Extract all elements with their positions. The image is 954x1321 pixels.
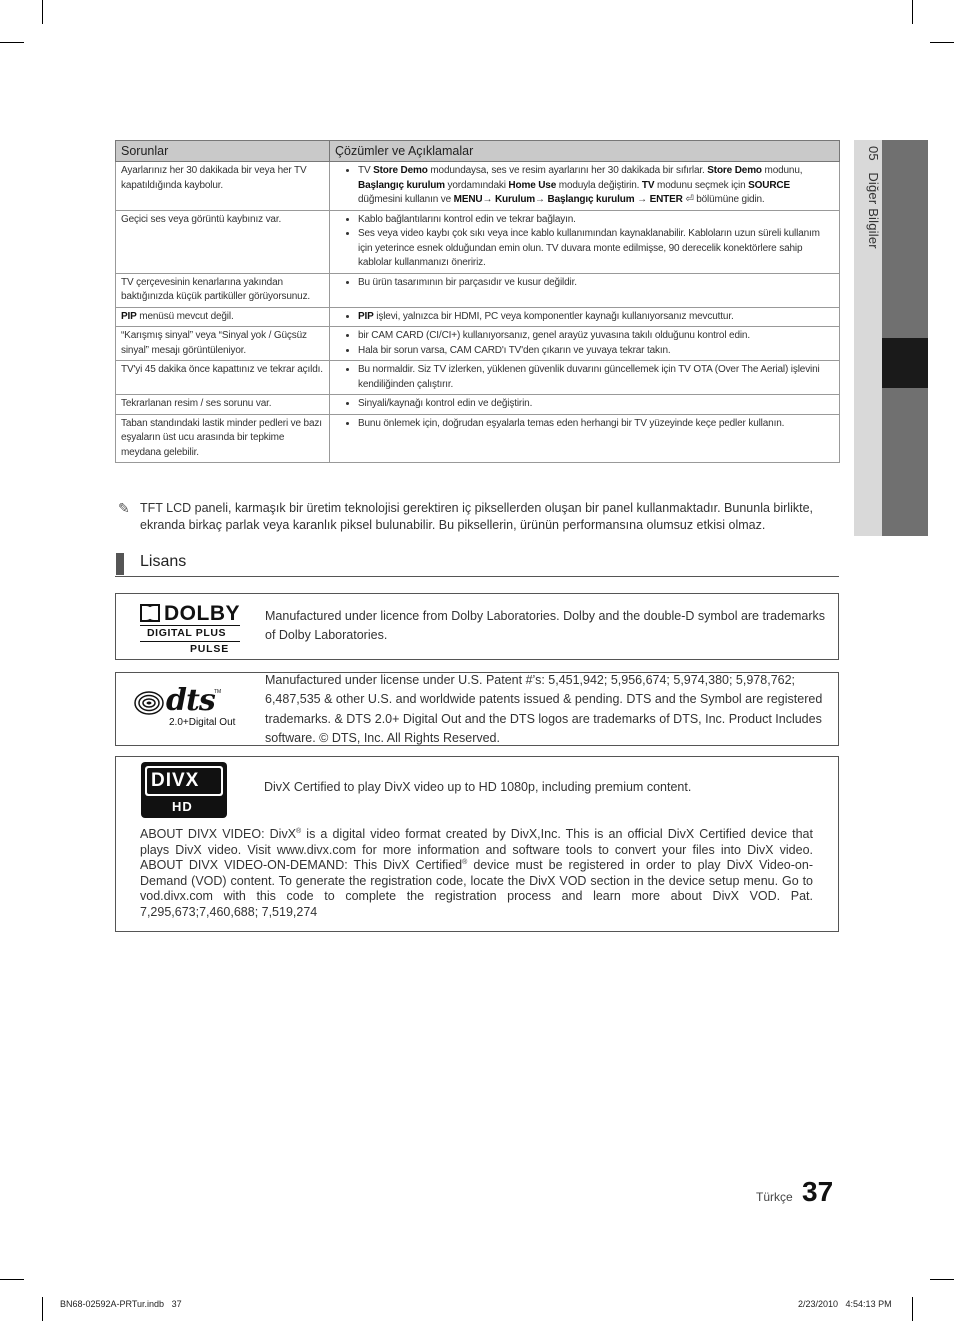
footer-language: Türkçe [756, 1190, 793, 1204]
table-row [116, 395, 840, 415]
pencil-note-icon: ✎ [118, 500, 130, 516]
section-title: Lisans [140, 553, 187, 570]
table-row [116, 327, 840, 361]
dts-license-text: Manufactured under license under U.S. Patent #’s: 5,451,942; 5,956,674; 5,974,380; 5,978,762; 6,487,535 & other U.S. and worldwide patents issued & pending. DTS and the Symbol are registered trademarks. & DTS 2.0+ Digital Out and the DTS logos are trademarks of DTS, Inc. Product Includes software. © DTS, Inc. All Rights Reserved. [265, 673, 823, 745]
crop-mark [912, 1297, 913, 1321]
imprint-file: BN68-02592A-PRTur.indb 37 [60, 1299, 182, 1309]
solution-item: • Kablo bağlantılarını kontrol edin ve tekrar bağlayın. [358, 213, 834, 228]
solution-cell [330, 162, 840, 211]
solution-item: • Bu normaldir. Siz TV izlerken, yüklenen güvenlik duvarını güncellemek için TV OTA (Over The Aerial) işlevini kendiliğinden çalıştırır. [358, 363, 834, 392]
imprint-date: 2/23/2010 4:54:13 PM [798, 1299, 892, 1309]
chapter-tab-label [855, 146, 881, 426]
column-header-solutions: Çözümler ve Açıklamalar [330, 141, 840, 162]
problem-cell: “Karışmış sinyal” veya “Sinyal yok / Güçsüz sinyal” mesajı görüntüleniyor. [116, 327, 330, 361]
crop-mark [912, 0, 913, 24]
solution-item: • TV Store Demo modundaysa, ses ve resim ayarlarını her 30 dakikada bir sıfırlar. Store Demo modunu, Başlangıç kurulum yordamındaki Home Use moduyla değiştirin. TV modunu seçmek için SOURCE düğmesini kullanın ve MENU→ Kurulum→ Başlangıç kurulum → ENTER ⏎ bölümüne gidin. [358, 164, 834, 208]
solution-list [335, 213, 834, 271]
solution-cell [330, 395, 840, 415]
divx-wordmark: DIVX [151, 770, 200, 791]
solution-item: • Bunu önlemek için, doğrudan eşyalarla temas eden herhangi bir TV yüzeyinde keçe pedler kullanın. [358, 417, 834, 432]
crop-mark [0, 1279, 24, 1280]
table-row [116, 162, 840, 211]
solution-list [335, 397, 834, 412]
dts-logo [134, 683, 242, 731]
column-header-problems: Sorunlar [116, 141, 330, 162]
dolby-digital-plus: DIGITAL PLUS [147, 627, 227, 639]
solution-list [335, 164, 834, 208]
solution-cell [330, 414, 840, 463]
solution-item: • Sinyali/kaynağı kontrol edin ve değiştirin. [358, 397, 834, 412]
page-number: 37 [802, 1176, 834, 1207]
solution-list [335, 363, 834, 392]
solution-list [335, 417, 834, 432]
dts-trademark: TM [214, 689, 222, 695]
note-text: TFT LCD paneli, karmaşık bir üretim teknolojisi gerektiren iç piksellerden oluşan bir panel kullanmaktadır. Bununla birlikte, ekranda birkaç parlak veya karanlık piksel bulunabilir. Bu piksellerin, ürünün performansına olumsuz etkisi olmaz. [140, 501, 813, 532]
problem-cell: Ayarlarınız her 30 dakikada bir veya her TV kapatıldığında kaybolur. [116, 162, 330, 211]
solution-item: • Hala bir sorun varsa, CAM CARD'ı TV'den çıkarın ve yuvaya tekrar takın. [358, 344, 834, 359]
solution-item: • PIP işlevi, yalnızca bir HDMI, PC veya komponentler kaynağı kullanıyorsanız mevcuttur. [358, 310, 834, 325]
troubleshooting-table [115, 140, 840, 463]
problem-cell: TV çerçevesinin kenarlarına yakından baktığınızda küçük partiküller görüyorsunuz. [116, 273, 330, 307]
license-box-dts [115, 672, 839, 746]
crop-mark [0, 42, 24, 43]
solution-list [335, 329, 834, 358]
divx-about-text: ABOUT DIVX VIDEO: DivX® is a digital video format created by DivX,Inc. This is an official DivX Certified device that plays DivX video. Visit www.divx.com for more information and software tools to convert your files into DivX video. ABOUT DIVX VIDEO-ON-DEMAND: This DivX Certified® device must be registered in order to play DivX Video-on-Demand (VOD) content. To generate the registration code, locate the DivX VOD section in the device setup menu. Go to vod.divx.com with this code to complete the registration process and learn more about DivX VOD. Pat. 7,295,673;7,460,688; 7,519,274 [140, 827, 813, 919]
double-d-icon [140, 604, 160, 622]
dolby-pulse: PULSE [190, 643, 230, 655]
problem-cell: Tekrarlanan resim / ses sorunu var. [116, 395, 330, 415]
table-body [116, 162, 840, 463]
dolby-wordmark: DOLBY [164, 602, 240, 625]
solution-list [335, 310, 834, 325]
problem-cell: Geçici ses veya görüntü kaybınız var. [116, 210, 330, 273]
problem-cell: Taban standındaki lastik minder pedleri ve bazı eşyaların üst ucu arasında bir tepkime meydana gelebilir. [116, 414, 330, 463]
crop-mark [930, 1279, 954, 1280]
solution-list [335, 276, 834, 291]
table-row [116, 414, 840, 463]
section-divider [115, 576, 839, 577]
solution-cell [330, 327, 840, 361]
solution-cell [330, 273, 840, 307]
license-box-dolby [115, 593, 839, 660]
crop-mark [42, 1297, 43, 1321]
solution-item: • Ses veya video kaybı çok sıkı veya ince kablo kullanımından kaynaklanabilir. Kabloların uzun süreli kullanım için yeterince esnek olduğundan emin olun. TV duvara monte edilmişse, 90 derecelik konektörlere sahip kablolar kullanmanızı öneririz. [358, 227, 834, 271]
problem-cell: PIP menüsü mevcut değil. [116, 307, 330, 327]
dts-symbol-icon [134, 691, 164, 715]
chapter-number: 05 [866, 146, 881, 161]
section-marker [116, 553, 124, 575]
solution-cell [330, 361, 840, 395]
solution-item: • bir CAM CARD (CI/CI+) kullanıyorsanız, genel arayüz yuvasına takılı olduğunu kontrol edin. [358, 329, 834, 344]
chapter-tab-marker [882, 338, 928, 388]
problem-cell: TV'yi 45 dakika önce kapattınız ve tekrar açıldı. [116, 361, 330, 395]
table-row [116, 307, 840, 327]
lcd-note [118, 500, 842, 534]
solution-cell [330, 210, 840, 273]
divx-hd: HD [172, 799, 193, 814]
dolby-license-text: Manufactured under licence from Dolby Laboratories. Dolby and the double-D symbol are trademarks of Dolby Laboratories. [265, 609, 826, 643]
divx-license-text: DivX Certified to play DivX video up to HD 1080p, including premium content. [264, 780, 692, 794]
dolby-logo [140, 602, 242, 654]
dts-digital-out: 2.0+Digital Out [169, 717, 236, 728]
solution-cell [330, 307, 840, 327]
crop-mark [42, 0, 43, 24]
table-row [116, 273, 840, 307]
solution-item: • Bu ürün tasarımının bir parçasıdır ve kusur değildir. [358, 276, 834, 291]
table-header-row [116, 141, 840, 162]
chapter-title: Diğer Bilgiler [866, 172, 881, 249]
divx-logo [140, 761, 228, 817]
crop-mark [930, 42, 954, 43]
dts-wordmark: dts [166, 683, 215, 718]
table-row [116, 361, 840, 395]
table-row [116, 210, 840, 273]
